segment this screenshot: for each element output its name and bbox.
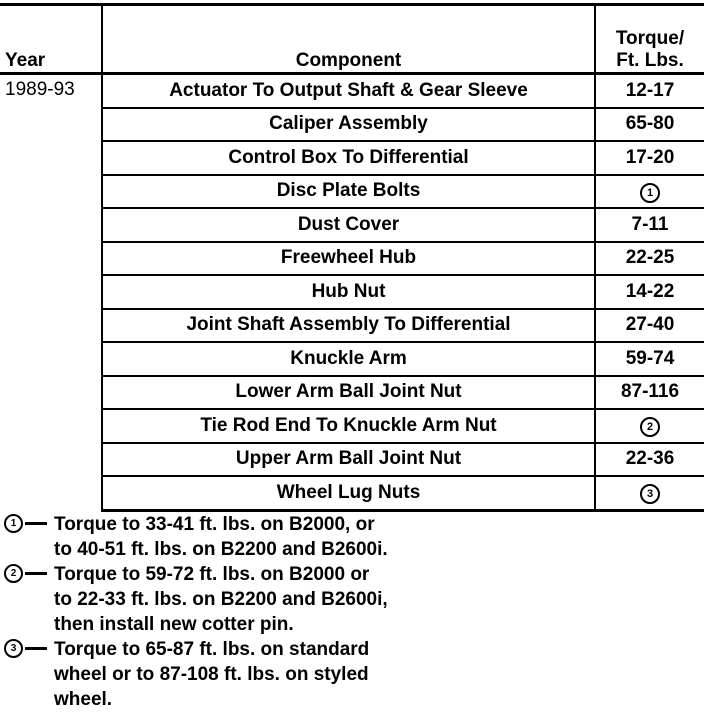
- torque-cell: 59-74: [595, 342, 704, 376]
- torque-cell: 22-36: [595, 443, 704, 477]
- footnote-3-line-3: wheel.: [54, 689, 113, 710]
- component-cell: Disc Plate Bolts: [102, 175, 595, 209]
- table-row: [0, 409, 704, 443]
- dash-icon: [25, 572, 47, 575]
- footnotes: [4, 512, 704, 712]
- component-cell: Wheel Lug Nuts: [102, 476, 595, 510]
- component-cell: Tie Rod End To Knuckle Arm Nut: [102, 409, 595, 443]
- component-cell: Freewheel Hub: [102, 242, 595, 276]
- footnote-1-line-2: to 40-51 ft. lbs. on B2200 and B2600i.: [54, 539, 388, 560]
- table-row: [0, 342, 704, 376]
- torque-cell: [595, 409, 704, 443]
- footnote-2-line-1: Torque to 59-72 ft. lbs. on B2000 or: [54, 564, 370, 585]
- torque-cell: 7-11: [595, 208, 704, 242]
- footnote-2-number: 2: [4, 564, 23, 583]
- component-cell: Lower Arm Ball Joint Nut: [102, 376, 595, 410]
- torque-cell: 27-40: [595, 309, 704, 343]
- torque-spec-table: [0, 3, 704, 512]
- component-cell: Joint Shaft Assembly To Differential: [102, 309, 595, 343]
- table-row: [0, 443, 704, 477]
- footnote-1-number: 1: [4, 514, 23, 533]
- torque-cell: 12-17: [595, 74, 704, 108]
- torque-cell: 14-22: [595, 275, 704, 309]
- torque-cell: 22-25: [595, 242, 704, 276]
- table-row: [0, 376, 704, 410]
- component-cell: Control Box To Differential: [102, 141, 595, 175]
- footnote-3-mark: [4, 639, 47, 658]
- footnote-1: [4, 512, 704, 562]
- table-row: [0, 141, 704, 175]
- footnote-2: [4, 562, 704, 637]
- footnote-2-mark: [4, 564, 47, 583]
- dash-icon: [25, 522, 47, 525]
- torque-cell: [595, 476, 704, 510]
- torque-cell: 87-116: [595, 376, 704, 410]
- torque-cell: 65-80: [595, 108, 704, 142]
- footnote-3-line-1: Torque to 65-87 ft. lbs. on standard: [54, 639, 370, 660]
- table-row: [0, 309, 704, 343]
- table-body: [0, 74, 704, 511]
- table-row: [0, 242, 704, 276]
- footnote-1-marker: 1: [640, 183, 660, 203]
- table-row: [0, 74, 704, 108]
- footnote-2-line-2: to 22-33 ft. lbs. on B2200 and B2600i,: [54, 589, 388, 610]
- torque-header-line2: Ft. Lbs.: [616, 50, 684, 71]
- component-cell: Knuckle Arm: [102, 342, 595, 376]
- footnote-3-line-2: wheel or to 87-108 ft. lbs. on styled: [54, 664, 369, 685]
- dash-icon: [25, 647, 47, 650]
- component-cell: Hub Nut: [102, 275, 595, 309]
- component-cell: Actuator To Output Shaft & Gear Sleeve: [102, 74, 595, 108]
- table-row: [0, 476, 704, 510]
- footnote-1-line-1: Torque to 33-41 ft. lbs. on B2000, or: [54, 514, 375, 535]
- torque-cell: 17-20: [595, 141, 704, 175]
- year-header: Year: [0, 5, 102, 74]
- torque-cell: [595, 175, 704, 209]
- table-header-row: [0, 5, 704, 74]
- table-row: [0, 275, 704, 309]
- footnote-1-mark: [4, 514, 47, 533]
- component-cell: Caliper Assembly: [102, 108, 595, 142]
- component-cell: Upper Arm Ball Joint Nut: [102, 443, 595, 477]
- component-header: Component: [102, 5, 595, 74]
- year-cell: 1989-93: [5, 79, 75, 100]
- table-row: [0, 175, 704, 209]
- table-row: [0, 108, 704, 142]
- footnote-2-line-3: then install new cotter pin.: [54, 614, 294, 635]
- torque-header-line1: Torque/: [615, 28, 685, 49]
- component-cell: Dust Cover: [102, 208, 595, 242]
- footnote-3-marker: 3: [640, 484, 660, 504]
- footnote-3-number: 3: [4, 639, 23, 658]
- torque-header: [595, 5, 704, 74]
- footnote-2-marker: 2: [640, 417, 660, 437]
- footnote-3: [4, 637, 704, 712]
- table-row: [0, 208, 704, 242]
